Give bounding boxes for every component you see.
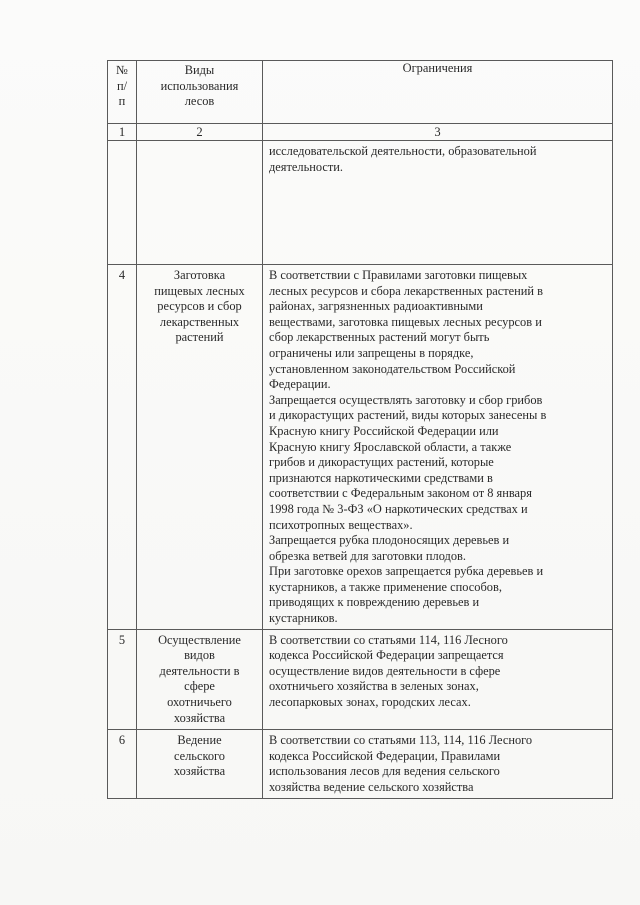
row-limits — [263, 141, 613, 265]
row-kind — [137, 629, 263, 730]
header-number — [108, 61, 137, 124]
limits-line: Федерации. — [269, 377, 331, 392]
limits-line: психотропных веществах». — [269, 517, 413, 532]
row-kind — [137, 141, 263, 265]
limits-line: хозяйства ведение сельского хозяйства — [269, 780, 474, 794]
kind-line: пищевых лесных — [154, 283, 245, 298]
limits-line: кустарников. — [269, 611, 338, 626]
column-number: 3 — [263, 124, 613, 141]
header-number-line: п — [118, 94, 126, 108]
limits-line: кустарников, а также применение способов, — [269, 579, 502, 594]
limits-paragraph — [269, 564, 606, 626]
row-kind — [137, 265, 263, 630]
restrictions-table — [107, 60, 613, 799]
row-number-text: 5 — [118, 632, 126, 647]
kind-text — [137, 630, 262, 730]
header-kind — [137, 61, 263, 124]
limits-text — [263, 730, 612, 797]
limits-line: и дикорастущих растений, виды которых занесены в — [269, 408, 547, 423]
row-number — [108, 730, 137, 798]
kind-line: лекарственных — [159, 314, 240, 329]
limits-line: районах, загрязненных радиоактивными — [269, 299, 483, 314]
kind-line: охотничьего — [167, 695, 232, 710]
kind-line: ресурсов и сбор — [157, 299, 242, 314]
limits-line: приводящих к повреждению деревьев и — [269, 595, 480, 610]
row-number — [108, 265, 137, 630]
row-number-text: 4 — [118, 268, 126, 282]
table-row — [108, 141, 613, 265]
limits-line: Запрещается рубка плодоносящих деревьев и — [269, 533, 510, 548]
kind-line: сфере — [184, 679, 215, 694]
table-row — [108, 730, 613, 798]
limits-line: соответствии с Федеральным законом от 8 января — [269, 486, 532, 501]
limits-paragraph — [269, 633, 606, 711]
limits-text — [263, 265, 612, 629]
header-limits: Ограничения — [263, 61, 613, 124]
header-kind-line: использования — [160, 78, 239, 93]
column-number: 2 — [137, 124, 263, 141]
limits-line: обрезка ветвей для заготовки плодов. — [269, 548, 466, 563]
row-kind — [137, 730, 263, 798]
column-number-row — [108, 124, 613, 141]
kind-line: хозяйства — [173, 710, 226, 725]
row-limits — [263, 265, 613, 630]
row-number-text — [108, 141, 136, 147]
table-row — [108, 265, 613, 630]
row-limits — [263, 629, 613, 730]
header-kind-line: лесов — [184, 94, 215, 108]
limits-line: лесных ресурсов и сбора лекарственных растений в — [269, 283, 544, 298]
row-number-text: 6 — [118, 733, 126, 748]
kind-line: деятельности в — [159, 663, 240, 678]
limits-line: кодекса Российской Федерации, Правилами — [269, 748, 501, 763]
kind-line: растений — [175, 330, 224, 345]
row-number — [108, 141, 137, 265]
limits-paragraph — [269, 533, 606, 564]
limits-line: В соответствии со статьями 113, 114, 116 Лесного — [269, 733, 533, 748]
row-limits — [263, 730, 613, 798]
limits-line: В соответствии со статьями 114, 116 Лесного — [269, 632, 508, 647]
limits-line: деятельности. — [269, 159, 344, 174]
limits-line: охотничьего хозяйства в зеленых зонах, — [269, 679, 479, 694]
limits-paragraph — [269, 393, 606, 533]
kind-line: видов — [184, 648, 215, 663]
limits-line: грибов и дикорастущих растений, которые — [269, 455, 494, 470]
table-header-row — [108, 61, 613, 124]
kind-line: сельского — [173, 748, 226, 763]
limits-line: использования лесов для ведения сельского — [269, 764, 500, 779]
limits-line: кодекса Российской Федерации запрещается — [269, 648, 504, 663]
table-row — [108, 629, 613, 730]
limits-line: Красную книгу Ярославской области, а также — [269, 439, 512, 454]
limits-paragraph — [269, 268, 606, 393]
header-kind-line: Виды — [184, 63, 215, 77]
header-number-line: № — [116, 63, 128, 77]
limits-line: признаются наркотическими средствами в — [269, 470, 493, 485]
kind-text — [137, 265, 262, 349]
header-number-line: п/ — [116, 78, 128, 93]
limits-line: установленном законодательством Российской — [269, 361, 516, 376]
limits-line: исследовательской деятельности, образовательной — [269, 144, 537, 158]
limits-line: веществами, заготовка пищевых лесных ресурсов и — [269, 314, 542, 329]
limits-line: осуществление видов деятельности в сфере — [269, 663, 501, 678]
kind-line: Заготовка — [173, 268, 226, 282]
kind-line: Осуществление — [158, 632, 241, 647]
limits-text — [263, 141, 612, 177]
column-number: 1 — [108, 124, 137, 141]
limits-line: Запрещается осуществлять заготовку и сбор грибов — [269, 392, 543, 407]
limits-text — [263, 630, 612, 713]
kind-text — [137, 730, 262, 783]
limits-line: сбор лекарственных растений могут быть — [269, 330, 490, 345]
row-number — [108, 629, 137, 730]
limits-paragraph — [269, 733, 606, 795]
kind-line: Ведение — [177, 733, 222, 748]
limits-line: Красную книгу Российской Федерации или — [269, 423, 499, 438]
limits-paragraph — [269, 144, 606, 175]
limits-line: лесопарковых зонах, городских лесах. — [269, 695, 471, 710]
limits-line: 1998 года № 3-ФЗ «О наркотических средствах и — [269, 501, 528, 516]
limits-line: При заготовке орехов запрещается рубка деревьев и — [269, 564, 544, 579]
kind-line: хозяйства — [173, 764, 226, 779]
limits-line: ограничены или запрещены в порядке, — [269, 345, 474, 360]
limits-line: В соответствии с Правилами заготовки пищевых — [269, 268, 528, 282]
